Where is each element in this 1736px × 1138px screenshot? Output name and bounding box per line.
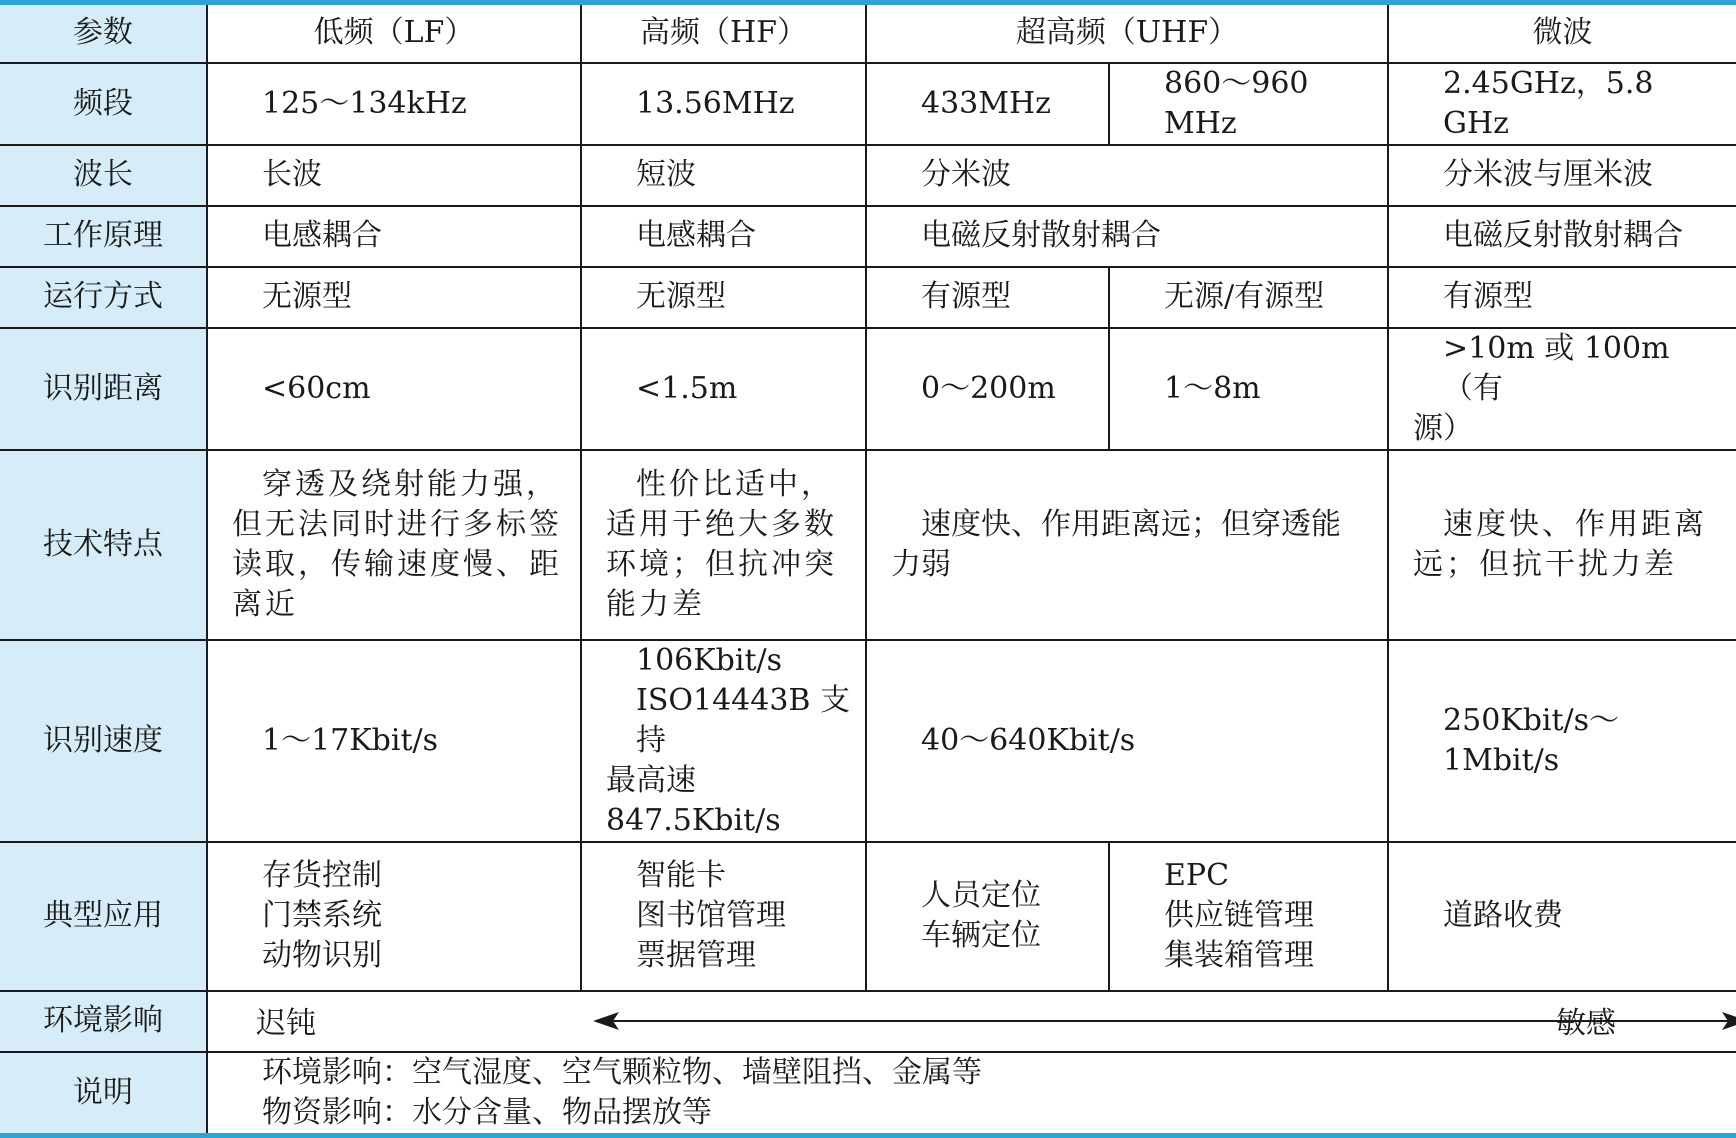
cell-band-mw: 2.45GHz，5.8 GHz — [1388, 63, 1736, 145]
cell-principle-lf: 电感耦合 — [207, 206, 581, 267]
row-band — [0, 63, 1736, 145]
cell-features-lf — [207, 450, 581, 640]
cell-note — [207, 1052, 1736, 1136]
cell-distance-uhf-b: 1～8m — [1109, 328, 1388, 450]
cell-apps-hf — [581, 842, 866, 991]
cell-mode-hf: 无源型 — [581, 267, 866, 328]
cell-mode-uhf-b: 无源/有源型 — [1109, 267, 1388, 328]
distance-mw-line-1: >10m 或 100m（有 — [1443, 330, 1670, 406]
apps-lf-item: 存货控制 — [262, 858, 382, 893]
apps-hf-item: 图书馆管理 — [636, 898, 786, 933]
cell-band-hf: 13.56MHz — [581, 63, 866, 145]
features-uhf-line: 速度快、作用距离远；但穿透能 — [921, 506, 1341, 542]
row-label-wavelength: 波长 — [0, 145, 207, 206]
cell-apps-lf — [207, 842, 581, 991]
cell-speed-uhf: 40～640Kbit/s — [866, 640, 1388, 842]
row-label-distance: 识别距离 — [0, 328, 207, 450]
row-label-speed: 识别速度 — [0, 640, 207, 842]
cell-principle-mw: 电磁反射散射耦合 — [1388, 206, 1736, 267]
features-hf-line: 环境；但抗冲突 — [606, 546, 837, 582]
note-line-2: 物资影响：水分含量、物品摆放等 — [262, 1094, 712, 1130]
cell-band-uhf-a: 433MHz — [866, 63, 1109, 145]
row-label-apps: 典型应用 — [0, 842, 207, 991]
row-label-features: 技术特点 — [0, 450, 207, 640]
row-apps — [0, 842, 1736, 991]
cell-features-hf — [581, 450, 866, 640]
row-label-band: 频段 — [0, 63, 207, 145]
cell-wavelength-mw: 分米波与厘米波 — [1388, 145, 1736, 206]
header-mw: 微波 — [1388, 3, 1736, 63]
cell-env-scale — [207, 991, 1736, 1052]
features-hf-line: 能力差 — [606, 586, 705, 622]
apps-uhf-a-item: 车辆定位 — [921, 918, 1041, 953]
cell-mode-uhf-a: 有源型 — [866, 267, 1109, 328]
speed-hf-line: ISO14443B 支持 — [636, 682, 851, 758]
row-wavelength — [0, 145, 1736, 206]
cell-features-mw — [1388, 450, 1736, 640]
row-label-env: 环境影响 — [0, 991, 207, 1052]
features-lf-line: 读取，传输速度慢、距 — [232, 546, 562, 582]
distance-mw-line-2: 源） — [1413, 410, 1474, 446]
cell-band-uhf-b: 860～960 MHz — [1109, 63, 1388, 145]
row-distance — [0, 328, 1736, 450]
cell-speed-lf: 1～17Kbit/s — [207, 640, 581, 842]
row-label-note: 说明 — [0, 1052, 207, 1136]
features-lf-line: 离近 — [232, 586, 298, 622]
header-lf: 低频（LF） — [207, 3, 581, 63]
cell-apps-uhf-a — [866, 842, 1109, 991]
row-note — [0, 1052, 1736, 1136]
row-label-mode: 运行方式 — [0, 267, 207, 328]
cell-features-uhf — [866, 450, 1388, 640]
cell-distance-uhf-a: 0～200m — [866, 328, 1109, 450]
apps-uhf-a-item: 人员定位 — [921, 878, 1041, 913]
env-right-label: 敏感 — [1556, 1005, 1617, 1041]
cell-wavelength-lf: 长波 — [207, 145, 581, 206]
row-mode — [0, 267, 1736, 328]
cell-apps-mw: 道路收费 — [1388, 842, 1736, 991]
row-principle — [0, 206, 1736, 267]
cell-distance-hf: <1.5m — [581, 328, 866, 450]
cell-wavelength-hf: 短波 — [581, 145, 866, 206]
cell-distance-mw — [1388, 328, 1736, 450]
header-uhf: 超高频（UHF） — [866, 3, 1388, 63]
header-hf: 高频（HF） — [581, 3, 866, 63]
features-lf-line: 但无法同时进行多标签 — [232, 506, 562, 542]
header-row — [0, 3, 1736, 63]
cell-speed-hf — [581, 640, 866, 842]
apps-lf-item: 门禁系统 — [262, 898, 382, 933]
row-speed — [0, 640, 1736, 842]
cell-mode-lf: 无源型 — [207, 267, 581, 328]
cell-mode-mw: 有源型 — [1388, 267, 1736, 328]
features-lf-line: 穿透及绕射能力强， — [262, 466, 559, 502]
cell-principle-uhf: 电磁反射散射耦合 — [866, 206, 1388, 267]
features-mw-line: 速度快、作用距离 — [1443, 506, 1708, 542]
row-features — [0, 450, 1736, 640]
apps-lf-item: 动物识别 — [262, 938, 382, 973]
cell-apps-uhf-b — [1109, 842, 1388, 991]
note-line-1: 环境影响：空气湿度、空气颗粒物、墙壁阻挡、金属等 — [262, 1054, 982, 1090]
features-hf-line: 性价比适中， — [636, 466, 834, 502]
cell-band-lf: 125～134kHz — [207, 63, 581, 145]
row-env — [0, 991, 1736, 1052]
apps-hf-item: 票据管理 — [636, 938, 756, 973]
cell-principle-hf: 电感耦合 — [581, 206, 866, 267]
apps-uhf-b-item: 集装箱管理 — [1164, 938, 1314, 973]
header-param: 参数 — [0, 3, 207, 63]
features-mw-line: 远；但抗干扰力差 — [1413, 546, 1678, 582]
cell-speed-mw: 250Kbit/s～1Mbit/s — [1388, 640, 1736, 842]
cell-distance-lf: <60cm — [207, 328, 581, 450]
apps-uhf-b-item: 供应链管理 — [1164, 898, 1314, 933]
cell-wavelength-uhf: 分米波 — [866, 145, 1388, 206]
features-uhf-line: 力弱 — [891, 546, 951, 582]
speed-hf-line: 106Kbit/s — [636, 642, 783, 678]
row-label-principle: 工作原理 — [0, 206, 207, 267]
env-left-label: 迟钝 — [256, 1005, 316, 1041]
features-hf-line: 适用于绝大多数 — [606, 506, 837, 542]
apps-hf-item: 智能卡 — [636, 858, 726, 893]
speed-hf-line: 最高速 847.5Kbit/s — [606, 762, 781, 838]
apps-uhf-b-item: EPC — [1164, 858, 1230, 893]
